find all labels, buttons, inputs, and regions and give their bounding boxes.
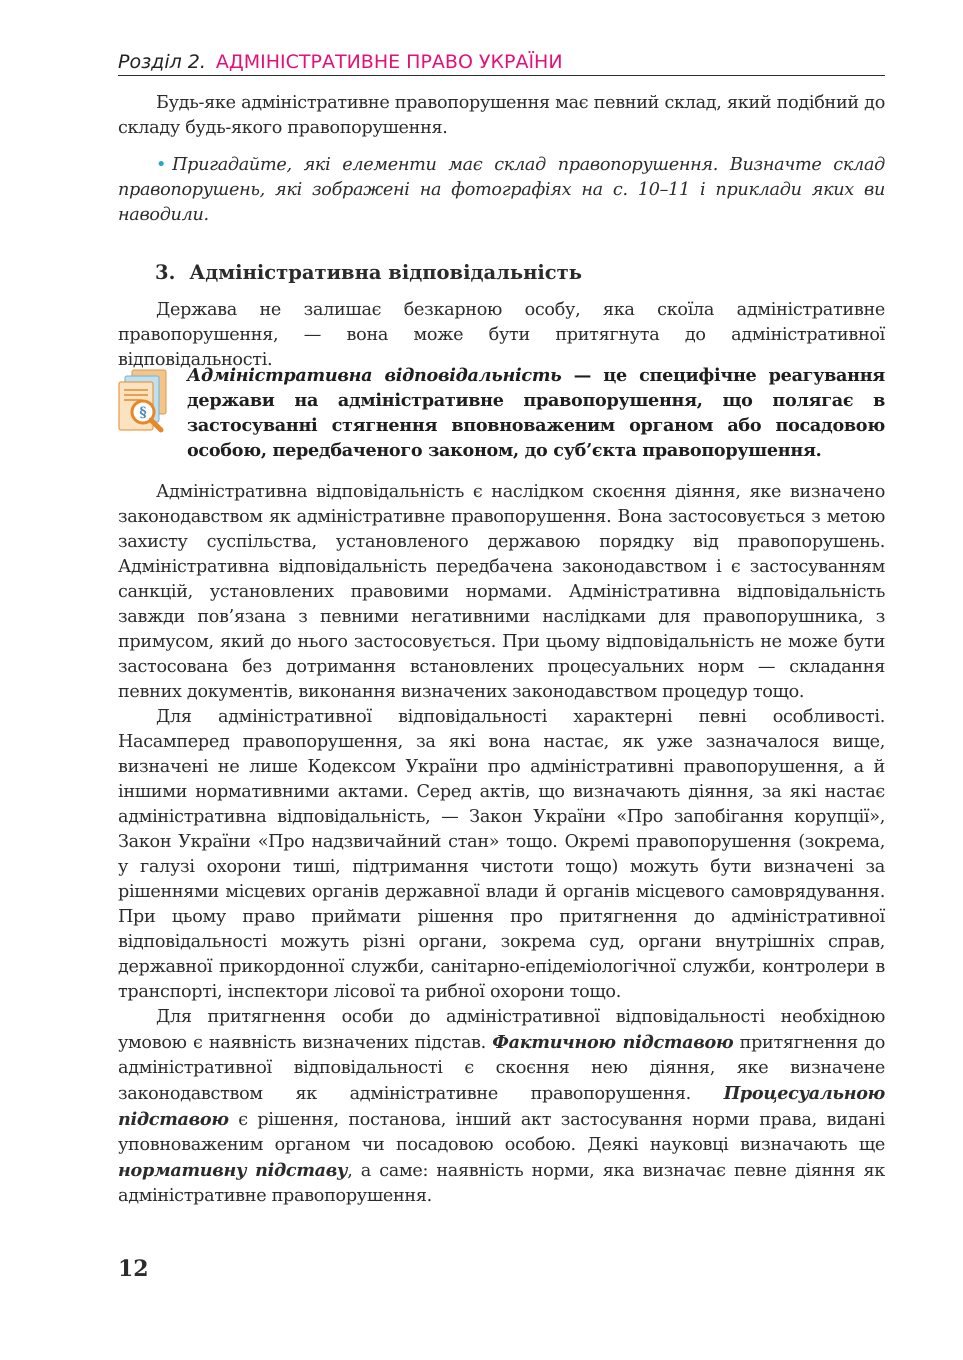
paragraph-3-part-c: є рішення, постанова, інший акт застосування норми права, видані уповноваженим органом чи посадовою особою. Деякі науковці визначають ще	[118, 1110, 885, 1155]
body-paragraph-3	[118, 1005, 885, 1209]
paragraph-3-part-b: притягнення до адміністративної відповідальності є скоєння нею діяння, яке визначене законодавством як адміністративне правопорушення.	[118, 1033, 886, 1104]
svg-text:§: §	[139, 405, 147, 421]
section-number: 3.	[155, 261, 176, 284]
body-paragraph-1: Адміністративна відповідальність є наслідком скоєння діяння, яке визначено законодавством як адміністративне правопорушення. Вона застосовується з метою захисту суспільства, установленого державою порядку від правопорушень. Адміністративна відповідальність передбачена законодавством і є застосуванням санкцій, установлених правовими нормами. Адміністративна відповідальність завжди пов’язана з певними негативними наслідками для правопорушника, з примусом, який до нього застосовується. При цьому відповідальність не може бути застосована без дотримання встановлених процесуальних норм — складання певних документів, виконання визначених законодавством процедур тощо.	[118, 482, 885, 702]
section-lead-paragraph	[118, 298, 885, 373]
document-magnifier-paragraph-icon	[116, 368, 176, 440]
paragraph-3-part-d: , а саме: наявність норми, яка визначає певне діяння як адміністративне правопорушення.	[118, 1161, 885, 1206]
term-procedural-basis: Процесуальною підставою	[118, 1083, 885, 1130]
body-paragraph-2: Для адміністративної відповідальності характерні певні особливості. Насамперед правопорушення, за які вона настає, як уже зазначалося вище, визначені не лише Кодексом України про адміністративні правопорушення, а й іншими нормативними актами. Серед актів, що визначають діяння, за які настає адміністративна відповідальність, — Закон України «Про запобігання корупції», Закон України «Про надзвичайний стан» тощо. Окремі правопорушення (зокрема, у галузі охорони тиші, підтримання чистоти тощо) можуть бути визначені за рішеннями місцевих органів державної влади й органів місцевого самоврядування. При цьому право приймати рішення про притягнення до адміністративної відповідальності можуть різні органи, зокрема суд, органи внутрішніх справ, державної прикордонної служби, санітарно-епідеміологічної служби, контролери в транспорті, інспектори лісової та рибної охорони тощо.	[118, 707, 885, 1002]
definition-term: Адміністративна відповідальність	[187, 365, 562, 386]
prompt-text: Пригадайте, які елементи має склад правопорушення. Визначте склад правопорушень, які зображені на фотографіях на с. 10–11 і приклади яких ви наводили.	[118, 155, 885, 225]
task-prompt	[118, 153, 885, 228]
definition-box	[187, 363, 885, 463]
term-factual-basis: Фактичною підставою	[492, 1032, 734, 1053]
header-rule	[118, 75, 885, 76]
term-normative-basis: нормативну підставу	[118, 1160, 348, 1181]
bullet-marker: •	[156, 155, 167, 175]
section-lead-text: Держава не залишає безкарною особу, яка скоїла адміністративне правопорушення, — вона може бути притягнута до адміністративної відповідальності.	[118, 300, 885, 370]
paragraph-3-part-a: Для притягнення особи до адміністративної відповідальності необхідною умовою є наявність визначених підстав.	[118, 1007, 885, 1053]
intro-text: Будь-яке адміністративне правопорушення має певний склад, який подібний до складу будь-якого правопорушення.	[118, 93, 885, 138]
running-header	[118, 50, 885, 74]
section-heading	[155, 260, 582, 286]
intro-paragraph	[118, 91, 885, 141]
page-number: 12	[118, 1256, 149, 1282]
body-text	[118, 480, 885, 1209]
section-title: Адміністративна відповідальність	[189, 261, 582, 284]
definition-body: — це специфічне реагування держави на адміністративне правопорушення, що полягає в застосуванні стягнення вповноваженим органом або посадовою особою, передбаченого законом, до суб’єкта правопорушення.	[187, 365, 885, 461]
chapter-title: АДМІНІСТРАТИВНЕ ПРАВО УКРАЇНИ	[215, 51, 563, 73]
section-label: Розділ 2.	[118, 51, 206, 73]
